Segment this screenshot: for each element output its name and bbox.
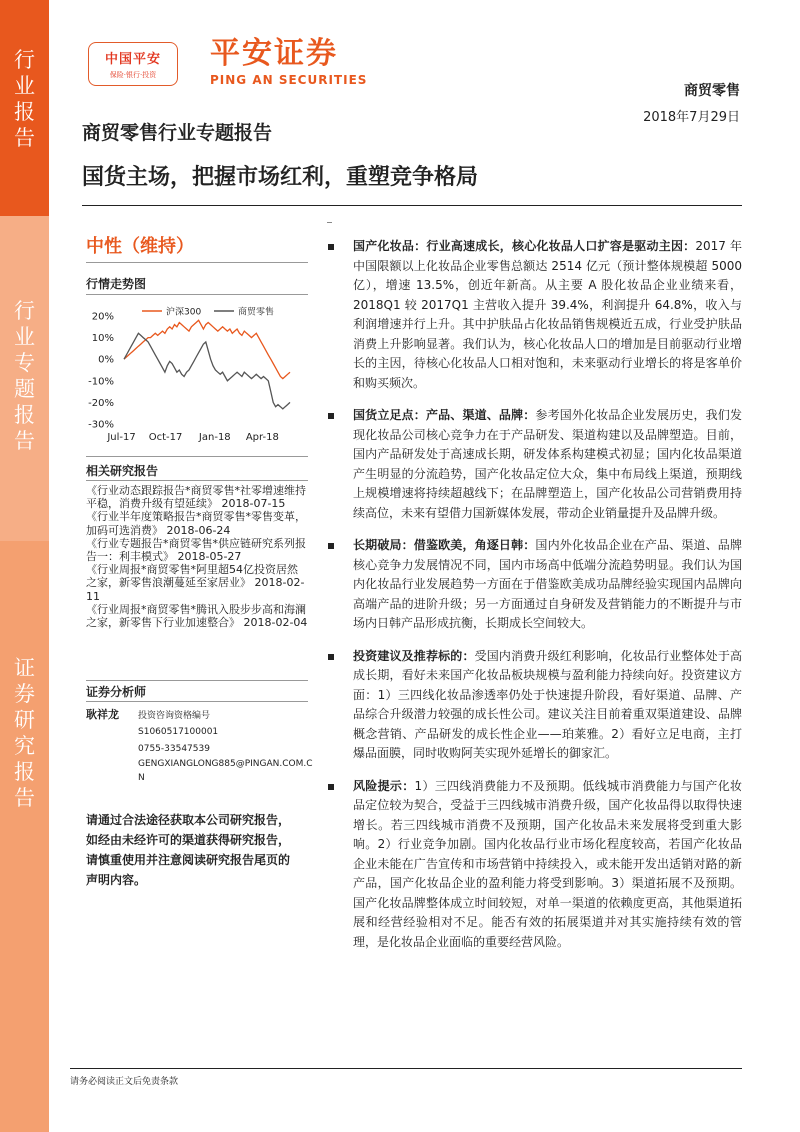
summary-paragraph [328, 237, 742, 393]
paragraph-heading: 风险提示： [353, 778, 415, 793]
related-report-item[interactable]: 《行业动态跟踪报告*商贸零售*社零增速维持平稳，消费升级有望延续》 2018-07-15 [86, 484, 306, 511]
logo-group-name: 中国平安 [104, 52, 161, 67]
square-bullet-icon [328, 784, 334, 790]
paragraph-heading: 国货立足点：产品、渠道、品牌： [353, 408, 536, 422]
related-report-item[interactable]: 《行业周报*商贸零售*腾讯入股步步高和海澜之家，新零售下行业加速整合》 2018-02-04 [86, 602, 308, 630]
legend-label: 沪深300 [166, 307, 202, 318]
paragraph-heading: 国产化妆品：行业高速成长，核心化妆品人口扩容是驱动主因： [353, 239, 696, 253]
rating-label: 中性（维持） [86, 236, 194, 257]
market-trend-chart [82, 296, 312, 446]
y-tick-label: -10% [88, 376, 114, 388]
summary-paragraph [328, 406, 742, 523]
x-tick-label: Oct-17 [148, 432, 183, 443]
report-date: 2018年7月29日 [643, 110, 740, 125]
sidebar [0, 0, 49, 1132]
analyst-top-divider [86, 680, 308, 681]
square-bullet-icon [328, 543, 334, 549]
report-category: 商贸零售 [684, 83, 740, 99]
paragraph-text: 国内外化妆品企业在产品、渠道、品牌核心竞争力发展情况不同，国内市场高中低端分流趋势明显。我们认为国内化妆品行业发展趋势一方面在于借鉴欧美成功品牌经验实现国内品牌向高端产品的进阶升级；另一方面通过自身研发及营销能力的不断提升与市场内日韩产品形成抗衡，长期成长空间较大。 [353, 538, 742, 630]
square-bullet-icon [328, 654, 334, 660]
rating-divider [86, 262, 308, 263]
paragraph-text: 1）三四线消费能力不及预期。低线城市消费能力与国产化妆品定位较为契合，受益于三四线城市消费升级，国产化妆品得以取得快速增长。若三四线城市消费不及预期，国产化妆品未来发展将受到重大影响。2）行业竞争加剧。国内化妆品行业市场化程度较高，若国产化妆品企业未能在广告宣传和市场营销中持续投入，或未能开发出适销对路的新产品，国产化妆品企业的盈利能力将受到影响。3）渠道拓展不及预期。国产化妆品牌整体成立时间较短，对单一渠道的依赖度更高，其他渠道拓展和经营经验相对不足。能否有效的拓展渠道并对其实施持续有效的管理，是化妆品企业面临的重要经营风险。 [353, 778, 742, 949]
pingan-securities-logo [210, 36, 367, 86]
legal-notice: 请通过合法途径获取本公司研究报告，如经由未经许可的渠道获得研究报告，请慎重使用并注意阅读研究报告尾页的声明内容。 [86, 813, 291, 887]
pingan-group-logo [88, 42, 178, 86]
analyst-divider [86, 701, 308, 702]
related-reports-list [86, 484, 308, 629]
square-bullet-icon [328, 413, 334, 419]
sidebar-label-industry-report: 行 业 报 告 [0, 0, 49, 216]
analyst-name: 耿祥龙 [86, 708, 119, 721]
analyst-phone: 0755-33547539 [138, 743, 210, 754]
logo-group-tagline: 保险·银行·投资 [109, 71, 157, 79]
legend-label: 商贸零售 [238, 307, 275, 318]
footer-disclaimer: 请务必阅读正文后免责条款 [70, 1077, 179, 1087]
sidebar-label-securities-research-report: 证 券 研 究 报 告 [0, 541, 49, 1132]
related-reports-label: 相关研究报告 [86, 464, 159, 478]
related-report-item[interactable]: 《行业专题报告*商贸零售*供应链研究系列报告一：利丰模式》 2018-05-27 [86, 536, 306, 564]
x-tick-label: Jul-17 [107, 432, 136, 443]
analyst-section-label: 证券分析师 [86, 685, 147, 699]
series-line-1 [124, 333, 290, 409]
analyst-cert-number: S1060517100001 [138, 727, 219, 738]
summary-paragraph [328, 536, 742, 634]
chart-section-label: 行情走势图 [86, 277, 147, 291]
x-tick-label: Jan-18 [198, 432, 231, 443]
logo-securities-name: 平安证券 [210, 36, 338, 71]
related-reports-divider [86, 480, 308, 481]
y-tick-label: 0% [98, 354, 114, 366]
sidebar-label-industry-topic-report: 行 业 专 题 报 告 [0, 216, 49, 541]
chart-bottom-divider [86, 456, 308, 457]
y-tick-label: 10% [91, 333, 114, 345]
column-marker [327, 222, 332, 223]
analyst-cert-label: 投资咨询资格编号 [138, 711, 211, 721]
summary-paragraph [328, 777, 742, 953]
summary-paragraph [328, 647, 742, 764]
paragraph-heading: 投资建议及推荐标的： [353, 648, 475, 663]
y-tick-label: -20% [88, 397, 114, 409]
related-report-item[interactable]: 《行业半年度策略报告*商贸零售*零售变革，加码可选消费》 2018-06-24 [86, 510, 306, 537]
series-line-0 [124, 320, 290, 378]
report-type: 商贸零售行业专题报告 [82, 122, 273, 144]
y-tick-label: 20% [91, 311, 114, 323]
paragraph-text: 参考国外化妆品企业发展历史，我们发现化妆品公司核心竞争力在于产品研发、渠道构建以及品牌塑造。目前，国内产品研发处于高速成长期，研发体系构建模式初显；国内化妆品渠道产生明显的分流趋势，国产化妆品定位大众，集中布局线上渠道，预期线上规模增速将持续超越线下；在品牌塑造上，国产化妆品公司营销费用持续高位，未来有望借力国新媒体发展，带动企业销量提升及品牌升级。 [353, 408, 742, 520]
square-bullet-icon [328, 244, 334, 250]
footer-divider [70, 1068, 742, 1069]
analyst-email[interactable]: GENGXIANGLONG885@PINGAN.COM.CN [138, 759, 313, 784]
report-summary [328, 237, 742, 965]
x-tick-label: Apr-18 [245, 432, 279, 443]
y-tick-label: -30% [88, 419, 114, 431]
title-divider [82, 205, 742, 206]
paragraph-text: 受国内消费升级红利影响，化妆品行业整体处于高成长期，看好未来国产化妆品板块规模与盈利能力持续向好。投资建议方面：1）三四线化妆品渗透率仍处于快速提升阶段，看好渠道、品牌、产品综合升级潜力较强的成长性公司。建议关注目前着重双渠道建设、品牌概念营销、产品研发的成长性企业——珀莱雅。2）看好立足电商，主打爆品面膜，同时收购阿芙实现外延增长的御家汇。 [353, 648, 742, 760]
chart-section-divider [86, 294, 308, 295]
paragraph-heading: 长期破局：借鉴欧美，角逐日韩： [353, 538, 536, 552]
related-report-item[interactable]: 《行业周报*商贸零售*阿里超54亿投资居然之家，新零售浪潮蔓延至家居业》 2018-02-11 [86, 563, 305, 603]
logo-securities-english: PING AN SECURITIES [210, 73, 368, 87]
report-title: 国货主场，把握市场红利，重塑竞争格局 [82, 165, 479, 190]
analyst-info [138, 708, 318, 785]
paragraph-text: 2017 年中国限额以上化妆品企业零售总额达 2514 亿元（预计整体规模超 5000 亿），增速 13.5%，创近年新高。从主要 A 股化妆品企业业绩来看，2018Q1 较 2017Q1 主营收入提升 39.4%，利润提升 64.8%，收入与利润增速并行上升。其中护肤品占化妆品销售规模近五成，行业受护肤品消费上升影响显著。我们认为，核心化妆品人口的增加是目前驱动行业增长的主因，待核心化妆品人口相对饱和，未来驱动行业增长的将是客单价和购买频次。 [353, 239, 742, 390]
